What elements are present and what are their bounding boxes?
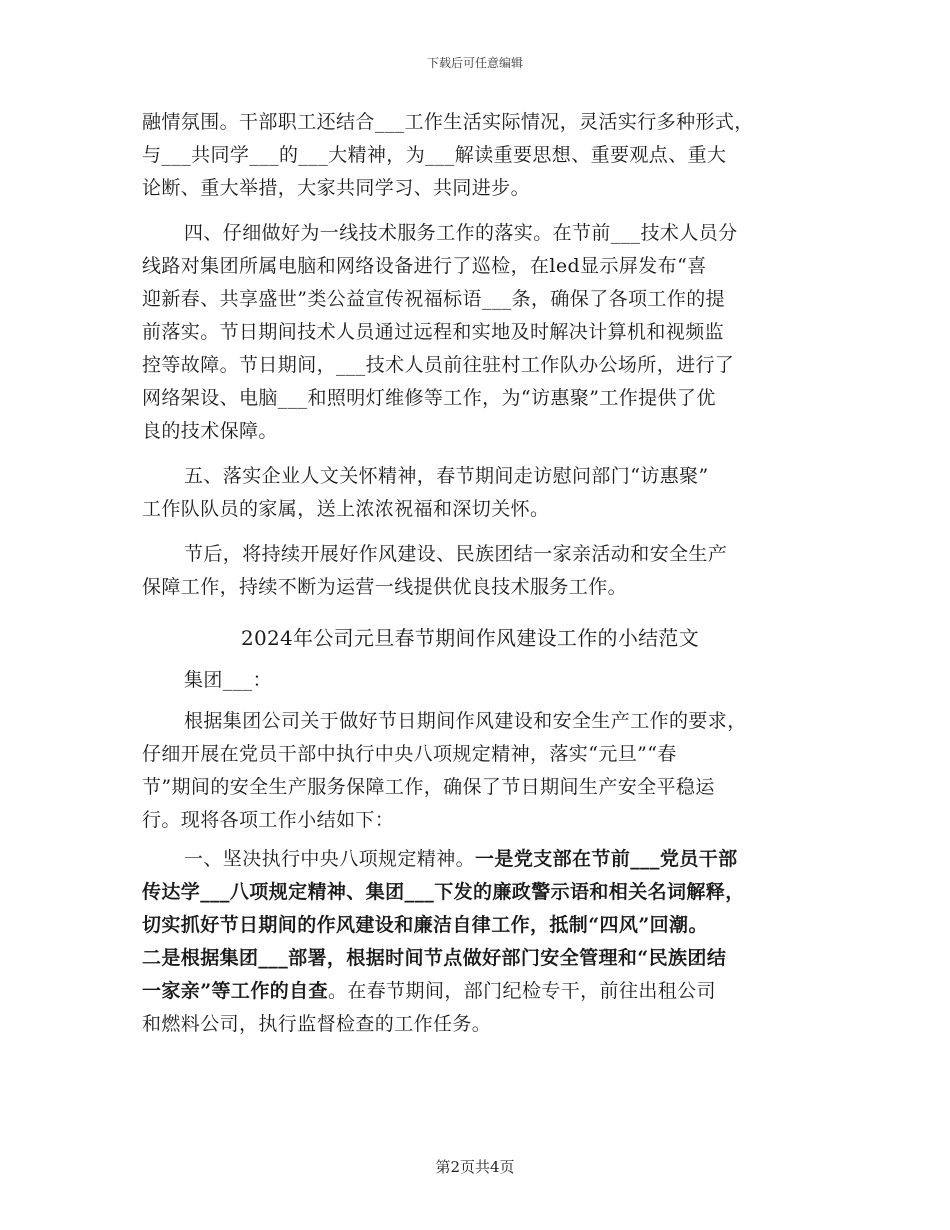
paragraph-3 <box>142 460 818 526</box>
bold-text: 二是根据集团___部署，根据时间节点做好部门安全管理和“民族团结 <box>142 947 727 969</box>
text-line <box>142 843 818 876</box>
section-title: 2024年公司元旦春节期间作风建设工作的小结范文 <box>240 626 700 650</box>
bold-text: 一家亲”等工作的自查 <box>142 980 328 1002</box>
text-line <box>142 909 818 942</box>
page-header: 下载后可任意编辑 <box>426 56 523 70</box>
text-line: 仔细开展在党员干部中执行中央八项规定精神，落实“元旦”“春 <box>142 743 677 765</box>
salutation: 集团___： <box>184 669 272 691</box>
text-line <box>142 876 818 909</box>
paragraph-2 <box>142 217 818 448</box>
text-line: 根据集团公司关于做好节日期间作风建设和安全生产工作的要求， <box>184 710 747 732</box>
paragraph-6 <box>142 843 818 1041</box>
text-line: 迎新春、共享盛世”类公益宣传祝福标语___条，确保了各项工作的提 <box>142 288 726 310</box>
text-line <box>142 1008 818 1041</box>
text-line: 良的技术保障。 <box>142 420 278 442</box>
bold-text: 切实抓好节日期间的作风建设和廉洁自律工作，抵制“四风”回潮。 <box>142 914 708 936</box>
text-line: 控等故障。节日期间，___技术人员前往驻村工作队办公场所，进行了 <box>142 354 735 376</box>
text-line <box>142 942 818 975</box>
plain-text: 和燃料公司，执行监督检查的工作任务。 <box>142 1013 492 1035</box>
text-line: 前落实。节日期间技术人员通过远程和实地及时解决计算机和视频监 <box>142 321 725 343</box>
text-line: 网络架设、电脑___和照明灯维修等工作，为“访惠聚”工作提供了优 <box>142 387 716 409</box>
paragraph-1 <box>142 106 818 205</box>
plain-text: 。在春节期间，部门纪检专干，前往出租公司 <box>327 980 716 1002</box>
text-line: 论断、重大举措，大家共同学习、共同进步。 <box>142 177 531 199</box>
text-line: 线路对集团所属电脑和网络设备进行了巡检，在led显示屏发布“喜 <box>142 255 707 277</box>
text-line: 融情氛围。干部职工还结合___工作生活实际情况，灵活实行多种形式， <box>142 111 754 133</box>
bold-text: 一是党支部在节前___党员干部 <box>475 848 738 870</box>
text-line: 节后，将持续开展好作风建设、民族团结一家亲活动和安全生产 <box>184 543 728 565</box>
text-line: 五、落实企业人文关怀精神，春节期间走访慰问部门“访惠聚” <box>184 465 709 487</box>
text-line: 四、仔细做好为一线技术服务工作的落实。在节前___技术人员分 <box>184 222 738 244</box>
plain-text: 一、坚决执行中央八项规定精神。 <box>184 848 476 870</box>
document-body <box>142 106 818 1041</box>
bold-text: 传达学___八项规定精神、集团___下发的廉政警示语和相关名词解释， <box>142 881 745 903</box>
page-footer: 第2页共4页 <box>435 1158 515 1176</box>
text-line: 行。现将各项工作小结如下： <box>142 809 395 831</box>
text-line: 保障工作，持续不断为运营一线提供优良技术服务工作。 <box>142 576 628 598</box>
text-line <box>142 975 818 1008</box>
paragraph-5 <box>142 705 818 837</box>
text-line: 节”期间的安全生产服务保障工作，确保了节日期间生产安全平稳运 <box>142 776 715 798</box>
text-line: 工作队队员的家属，送上浓浓祝福和深切关怀。 <box>142 498 550 520</box>
text-line: 与___共同学___的___大精神，为___解读重要思想、重要观点、重大 <box>142 144 727 166</box>
paragraph-4 <box>142 538 818 604</box>
